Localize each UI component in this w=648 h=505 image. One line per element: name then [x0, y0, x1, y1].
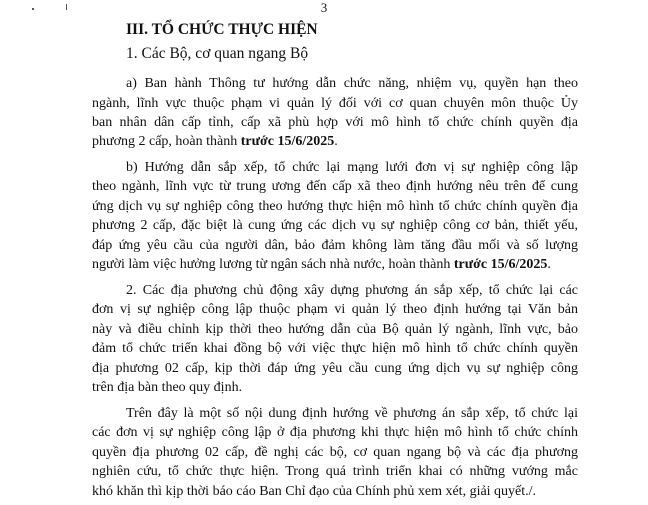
- text-line: Trên đây là một số nội dung định hướng về phương án sắp xếp, tổ chức lại: [126, 405, 578, 421]
- text-line: a) Ban hành Thông tư hướng dẫn chức năng, nhiệm vụ, quyền hạn theo: [126, 76, 578, 91]
- text-line: quyền địa phương 02 cấp, đề nghị các bộ, cơ quan ngang bộ và các địa phương: [92, 444, 578, 460]
- text-line: ứng dịch vụ sự nghiệp công theo hướng thực hiện mô hình tổ chức chính quyền địa: [92, 198, 578, 214]
- text-line: đảm tổ chức triển khai đồng bộ với việc thực hiện mô hình tổ chức chính quyền: [92, 341, 578, 357]
- text-line: đáp ứng yêu cầu của người dân, bảo đảm không làm tăng đầu mối và số lượng: [92, 237, 578, 253]
- text-line: khó khăn thì kịp thời báo cáo Ban Chỉ đạo của Chính phủ xem xét, giải quyết./.: [92, 483, 537, 499]
- text-span: .: [334, 134, 338, 150]
- text-span: phương 2 cấp, hoàn thành: [92, 134, 241, 150]
- text-line: b) Hướng dẫn sắp xếp, tổ chức lại mạng lưới đơn vị sự nghiệp công lập: [126, 159, 578, 175]
- text-line: [92, 255, 578, 275]
- text-line: trên địa bàn theo quy định.: [92, 380, 243, 396]
- text-line: đơn vị sự nghiệp công lập thuộc phạm vi quản lý theo định hướng tại Văn bản: [92, 302, 578, 318]
- section-heading: III. TỔ CHỨC THỰC HIỆN: [126, 21, 318, 38]
- text-line: các đơn vị sự nghiệp công lập ở địa phương khi thực hiện mô hình tổ chức chính: [92, 425, 578, 441]
- text-line: [92, 132, 578, 152]
- page-number: 3: [320, 0, 328, 15]
- text-line: 2. Các địa phương chủ động xây dựng phương án sắp xếp, tổ chức lại các: [126, 282, 578, 298]
- text-span: người làm việc hưởng lương từ ngân sách nhà nước, hoàn thành: [92, 257, 454, 273]
- deadline-text: trước 15/6/2025: [453, 257, 548, 273]
- text-line: phương 2 cấp, đặc biệt là cung ứng các dịch vụ sự nghiệp công cơ bản, thiết yếu,: [92, 218, 578, 234]
- subsection-heading: 1. Các Bộ, cơ quan ngang Bộ: [126, 45, 309, 62]
- text-line: địa phương 02 cấp, kịp thời đáp ứng yêu cầu cung ứng dịch vụ sự nghiệp công: [92, 360, 578, 376]
- text-span: .: [547, 257, 551, 273]
- text-line: này và điều chỉnh kịp thời theo hướng dẫn của Bộ quản lý ngành, lĩnh vực, bảo: [92, 321, 578, 337]
- deadline-text: trước 15/6/2025: [240, 134, 335, 150]
- text-line: ban nhân dân cấp tỉnh, cấp xã phù hợp với mô hình tổ chức chính quyền địa: [92, 115, 578, 130]
- text-line: ngành, lĩnh vực thuộc phạm vi quản lý đối với cơ quan chuyên môn thuộc Ủy: [92, 95, 578, 111]
- text-line: theo ngành, lĩnh vực từ trung ương đến cấp xã theo định hướng nêu trên để cung: [92, 179, 578, 195]
- text-line: nghiên cứu, tổ chức thực hiện. Trong quá trình triển khai có những vướng mắc: [92, 464, 578, 479]
